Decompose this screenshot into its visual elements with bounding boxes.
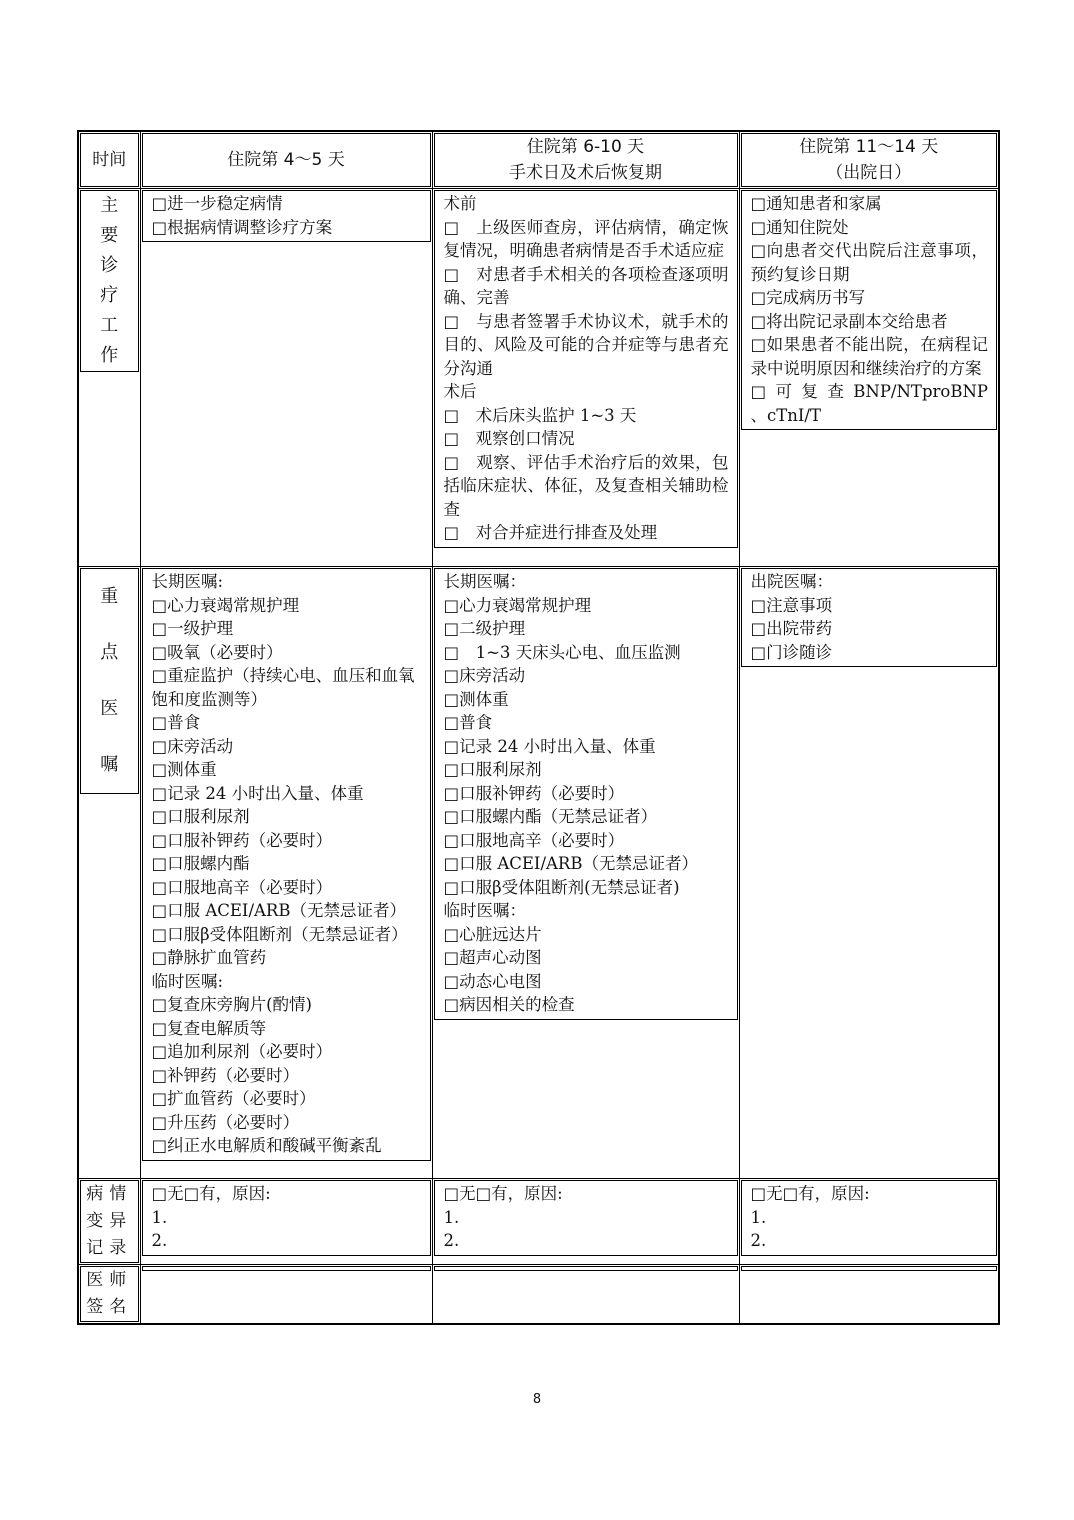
text-line: □测体重 — [443, 689, 509, 709]
text-line: □记录 24 小时出入量、体重 — [151, 783, 364, 803]
main-work-label-cell — [78, 189, 140, 567]
header-col2-line2: 手术日及术后恢复期 — [509, 163, 662, 183]
text-line: □ 与患者签署手术协议术，就手术的目的、风险及可能的合并症等与患者充分沟通 — [443, 311, 729, 378]
text-line: 重 — [100, 586, 119, 607]
text-line: 医 — [100, 698, 119, 719]
text-line: □口服利尿剂 — [443, 760, 542, 779]
text-line: □注意事项 — [750, 595, 833, 615]
header-col1 — [140, 131, 432, 189]
variance-col2 — [432, 1179, 739, 1265]
text-line: 2. — [443, 1231, 460, 1250]
text-line: □将出院记录副本交给患者 — [750, 311, 948, 331]
header-col2-line1: 住院第 6-10 天 — [526, 137, 645, 157]
text-line: □口服 ACEI/ARB（无禁忌证者） — [443, 854, 698, 873]
text-line: □出院带药 — [750, 619, 833, 638]
text-line: 长期医嘱: — [151, 572, 224, 591]
text-line: □重症监护（持续心电、血压和血氧饱和度监测等） — [151, 666, 415, 709]
header-col3 — [739, 131, 999, 189]
main-work-col1 — [140, 189, 432, 567]
header-col1-label: 住院第 4～5 天 — [227, 150, 345, 170]
text-line: □完成病历书写 — [750, 288, 866, 307]
signature-label-cell — [78, 1265, 140, 1325]
text-line: 变异 — [86, 1211, 133, 1231]
text-line: □床旁活动 — [443, 666, 526, 685]
text-line: □ 可 复 查 BNP/NTproBNP 、cTnI/T — [750, 382, 988, 425]
text-line: □病因相关的检查 — [443, 995, 575, 1014]
text-line: 1. — [151, 1207, 168, 1227]
text-line: □床旁活动 — [151, 736, 234, 756]
text-line: □口服利尿剂 — [151, 807, 250, 826]
text-line: □升压药（必要时） — [151, 1112, 300, 1132]
header-col3-line2: （出院日） — [826, 163, 912, 183]
text-line: 病情 — [86, 1184, 133, 1204]
signature-row — [78, 1265, 999, 1325]
header-col3-line1: 住院第 11～14 天 — [799, 137, 939, 157]
text-line: 2. — [151, 1231, 168, 1250]
text-line: □向患者交代出院后注意事项，预约复诊日期 — [750, 241, 988, 284]
text-line: □口服β受体阻断剂(无禁忌证者) — [443, 877, 680, 897]
text-line: □追加利尿剂（必要时） — [151, 1042, 333, 1061]
text-line: 长期医嘱： — [443, 572, 526, 591]
text-line: □普食 — [443, 713, 493, 732]
text-line: 记录 — [86, 1238, 133, 1258]
text-line: □通知住院处 — [750, 217, 849, 237]
text-line: □口服螺内酯 — [151, 854, 250, 873]
text-line: □普食 — [151, 713, 201, 732]
key-orders-col3 — [739, 567, 999, 1179]
text-line: □ 观察创口情况 — [443, 429, 575, 448]
text-line: □ 对合并症进行排查及处理 — [443, 523, 658, 542]
text-line: □扩血管药（必要时） — [151, 1089, 316, 1108]
text-line: □ 观察、评估手术治疗后的效果，包括临床症状、体征，及复查相关辅助检查 — [443, 452, 729, 519]
text-line: 临时医嘱: — [151, 971, 224, 991]
text-line: 术前 — [443, 194, 477, 213]
signature-col1[interactable] — [140, 1265, 432, 1325]
text-line: □根据病情调整诊疗方案 — [151, 217, 333, 237]
key-orders-label — [81, 569, 138, 793]
text-line: 1. — [443, 1207, 460, 1227]
main-work-col3 — [739, 189, 999, 567]
text-line: □ 上级医师查房，评估病情，确定恢复情况，明确患者病情是否手术适应症 — [443, 217, 729, 260]
text-line: □复查电解质等 — [151, 1018, 267, 1038]
text-line: □口服地高辛（必要时） — [151, 877, 333, 897]
text-line: □ 对患者手术相关的各项检查逐项明确、完善 — [443, 264, 729, 307]
text-line: □超声心动图 — [443, 948, 542, 967]
text-line: □纠正水电解质和酸碱平衡紊乱 — [151, 1136, 382, 1155]
variance-row — [78, 1179, 999, 1265]
signature-col2[interactable] — [432, 1265, 739, 1325]
text-line: □进一步稳定病情 — [151, 194, 283, 213]
text-line: □复查床旁胸片(酌情) — [151, 995, 312, 1014]
text-line: □一级护理 — [151, 619, 234, 638]
text-line: □口服β受体阻断剂（无禁忌证者） — [151, 924, 408, 944]
text-line: □口服地高辛（必要时） — [443, 830, 625, 850]
text-line: □测体重 — [151, 760, 217, 779]
header-row — [78, 131, 999, 189]
key-orders-col2 — [432, 567, 739, 1179]
text-line: □静脉扩血管药 — [151, 948, 267, 967]
text-line: 2. — [750, 1231, 767, 1250]
header-time — [78, 131, 140, 189]
key-orders-col1 — [140, 567, 432, 1179]
clinical-pathway-table — [77, 130, 1000, 1325]
text-line: 点 — [100, 642, 119, 663]
text-line: 诊 — [100, 255, 119, 276]
text-line: □口服 ACEI/ARB（无禁忌证者） — [151, 901, 406, 920]
signature-col3[interactable] — [739, 1265, 999, 1325]
text-line: □补钾药（必要时） — [151, 1065, 300, 1085]
text-line: 要 — [100, 225, 119, 246]
text-line: □口服补钾药（必要时） — [151, 830, 333, 850]
text-line: 作 — [100, 345, 119, 366]
text-line: □无□有，原因: — [443, 1184, 563, 1203]
text-line: □心力衰竭常规护理 — [151, 595, 300, 615]
variance-col3 — [739, 1179, 999, 1265]
main-work-row — [78, 189, 999, 567]
text-line: 嘱 — [100, 754, 119, 775]
text-line: 临时医嘱： — [443, 901, 526, 920]
variance-col1 — [140, 1179, 432, 1265]
text-line: □通知患者和家属 — [750, 194, 882, 213]
key-orders-label-cell — [78, 567, 140, 1179]
text-line: 签名 — [86, 1297, 133, 1317]
text-line: 出院医嘱： — [750, 572, 833, 591]
text-line: 医师 — [86, 1270, 133, 1290]
text-line: □动态心电图 — [443, 971, 542, 991]
text-line: □记录 24 小时出入量、体重 — [443, 736, 656, 756]
text-line: □ 1~3 天床头心电、血压监测 — [443, 642, 681, 662]
main-work-label — [81, 191, 138, 371]
text-line: □门诊随诊 — [750, 642, 833, 662]
text-line: □如果患者不能出院，在病程记录中说明原因和继续治疗的方案 — [750, 335, 988, 378]
text-line: □心力衰竭常规护理 — [443, 595, 592, 615]
text-line: □口服螺内酯（无禁忌证者） — [443, 807, 658, 826]
text-line: 疗 — [100, 285, 119, 306]
variance-label-cell — [78, 1179, 140, 1265]
text-line: 主 — [100, 195, 119, 216]
text-line: □无□有，原因: — [750, 1184, 870, 1203]
text-line: □二级护理 — [443, 619, 526, 638]
page-number: 8 — [532, 1392, 542, 1407]
text-line: □ 术后床头监护 1~3 天 — [443, 405, 637, 425]
key-orders-row — [78, 567, 999, 1179]
text-line: 工 — [100, 315, 119, 336]
text-line: 术后 — [443, 382, 477, 401]
text-line: □口服补钾药（必要时） — [443, 783, 625, 803]
header-col2 — [432, 131, 739, 189]
text-line: 1. — [750, 1207, 767, 1227]
text-line: □吸氧（必要时） — [151, 642, 283, 662]
text-line: □心脏远达片 — [443, 924, 542, 944]
main-work-col2 — [432, 189, 739, 567]
text-line: □无□有，原因: — [151, 1184, 271, 1203]
header-time-label: 时间 — [92, 150, 127, 170]
